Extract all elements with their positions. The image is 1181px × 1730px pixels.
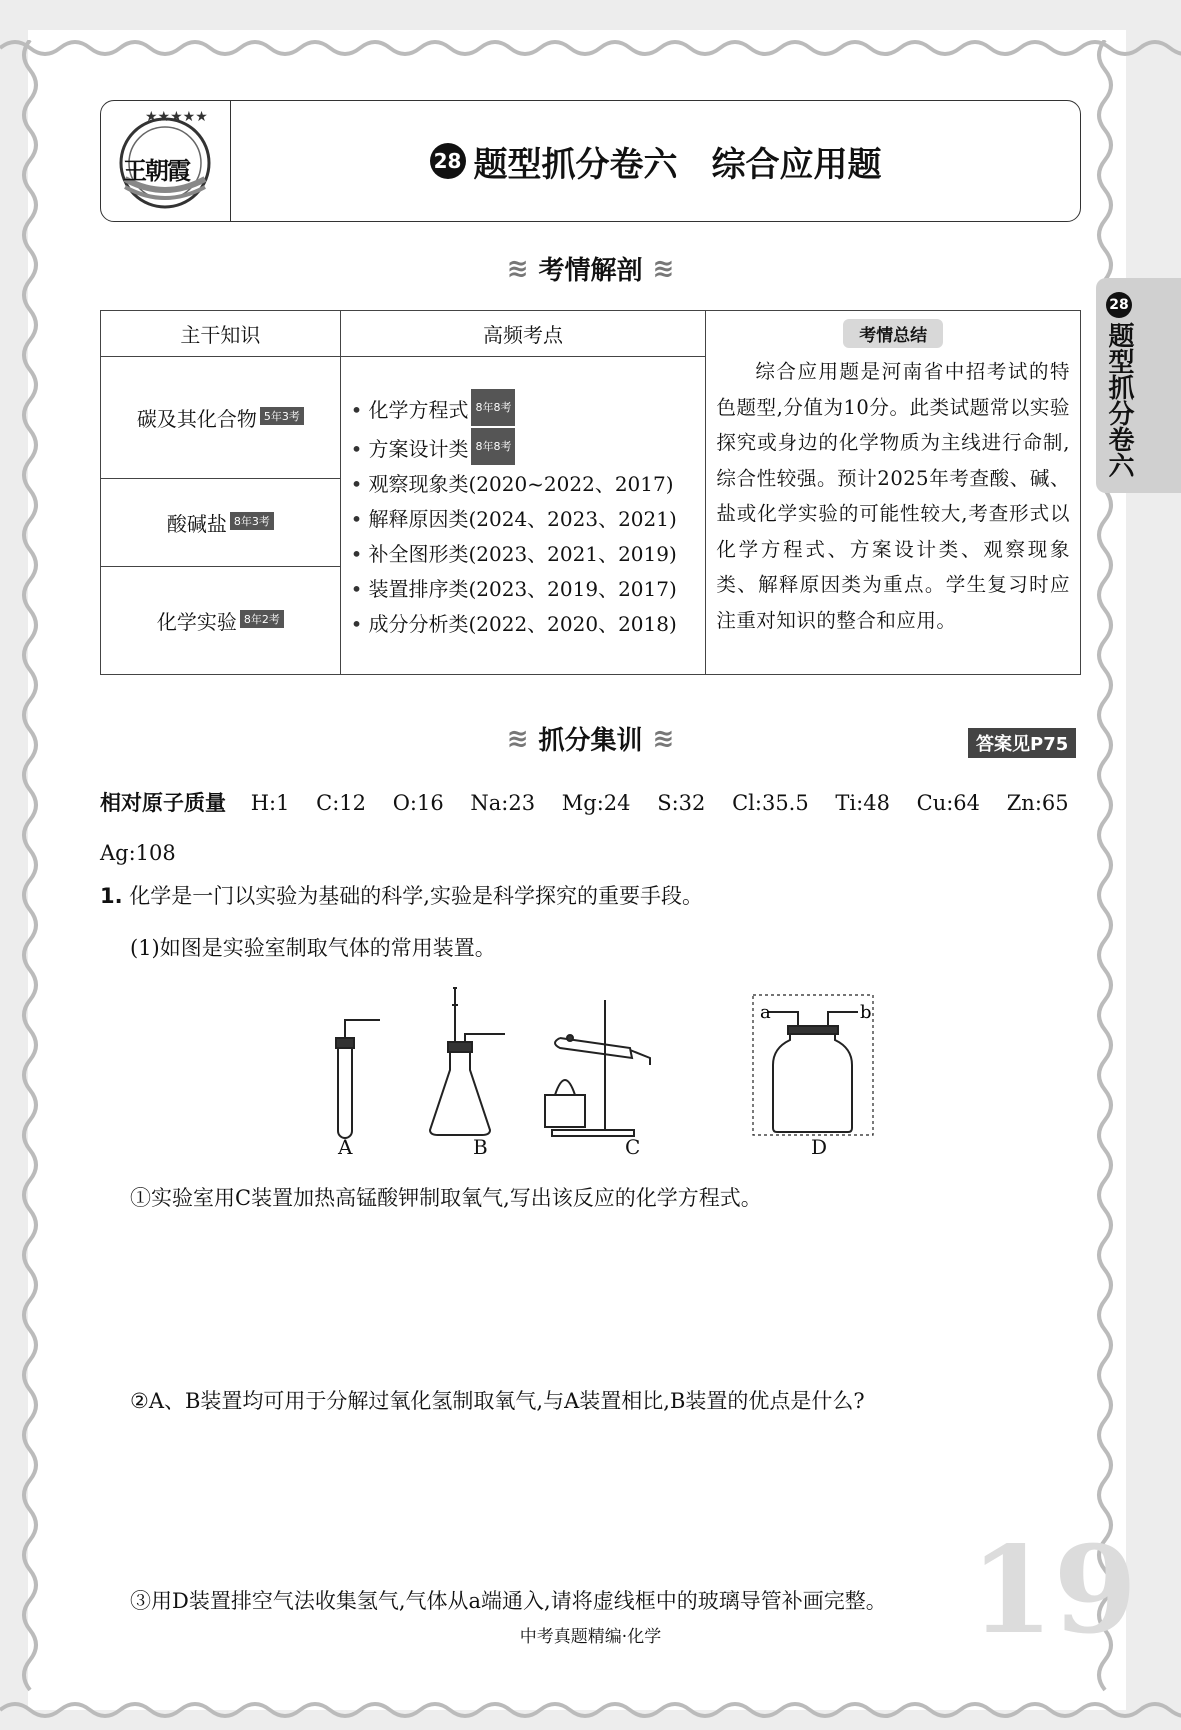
wave-decor-icon: ≋: [652, 253, 675, 284]
knowledge-cell: [101, 479, 341, 567]
frequency-tag: 8年8考: [471, 389, 515, 426]
answer-reference-badge: 答案见P75: [968, 728, 1076, 758]
summary-text: 综合应用题是河南省中招考试的特色题型,分值为10分。此类试题常以实验探究或身边的化学物质为主线进行命制,综合性较强。预计2025年考查酸、碱、盐或化学实验的可能性较大,考查形式以化学方程式、方案设计类、观察现象类、解释原因类为重点。学生复习时应注重对知识的整合和应用。: [716, 360, 1070, 632]
frequency-tag: 8年2考: [240, 610, 284, 628]
knowledge-name: 碳及其化合物: [136, 407, 257, 431]
point-text: 解释原因类(2024、2023、2021): [368, 507, 677, 531]
wave-decor-icon: ≋: [506, 253, 529, 284]
mass-item: S:32: [657, 791, 706, 815]
summary-title: 考情总结: [843, 319, 943, 348]
side-tab-number: 28: [1106, 292, 1132, 318]
frequency-tag: 8年8考: [471, 428, 515, 465]
svg-text:★★★★★: ★★★★★: [145, 109, 208, 125]
column-header: 主干知识: [101, 311, 341, 357]
question-number: 1.: [100, 884, 123, 908]
apparatus-b-flask: [430, 988, 505, 1135]
points-cell: [340, 357, 706, 675]
sub-question-1: ①实验室用C装置加热高锰酸钾制取氧气,写出该反应的化学方程式。: [130, 1186, 762, 1210]
mass-item: Na:23: [470, 791, 536, 815]
point-text: 观察现象类(2020~2022、2017): [368, 472, 674, 496]
knowledge-name: 化学实验: [156, 610, 237, 634]
list-item: [351, 572, 696, 607]
question-stem: [100, 880, 703, 910]
title-number-badge: 28: [430, 143, 466, 179]
point-text: 化学方程式: [368, 398, 469, 422]
knowledge-cell: [101, 357, 341, 479]
mass-item: O:16: [392, 791, 444, 815]
mass-item: H:1: [250, 791, 290, 815]
apparatus-label: B: [473, 1135, 488, 1159]
mass-item: Mg:24: [561, 791, 631, 815]
point-text: 成分分析类(2022、2020、2018): [368, 612, 677, 636]
mass-item: C:12: [316, 791, 366, 815]
atomic-masses: [100, 778, 1085, 878]
wavy-border-left: [10, 40, 50, 1700]
section-title: 考情解剖: [538, 256, 643, 286]
analysis-table: [100, 310, 1081, 675]
apparatus-label: D: [811, 1135, 828, 1159]
point-text: 补全图形类(2023、2021、2019): [368, 542, 677, 566]
column-header: 高频考点: [340, 311, 706, 357]
apparatus-label: A: [338, 1135, 353, 1159]
list-item: [351, 467, 696, 502]
points-list: [341, 389, 706, 642]
point-text: 方案设计类: [368, 437, 469, 461]
apparatus-label: C: [625, 1135, 641, 1159]
mass-item: Zn:65: [1006, 791, 1069, 815]
point-text: 装置排序类(2023、2019、2017): [368, 577, 677, 601]
page-footer: 中考真题精编·化学: [519, 1627, 662, 1647]
section-title: 抓分集训: [538, 726, 643, 756]
masses-label: 相对原子质量: [100, 791, 226, 815]
wavy-border-top: [0, 28, 1181, 68]
side-tab-text: 题型抓分卷六: [1104, 322, 1134, 478]
mass-item: Ti:48: [835, 791, 890, 815]
mass-item: Ag:108: [100, 841, 176, 865]
knowledge-cell: [101, 567, 341, 675]
lab-apparatus-figure: [320, 980, 880, 1160]
logo-text: 王朝霞: [123, 156, 189, 185]
wave-decor-icon: ≋: [652, 723, 675, 754]
frequency-tag: 8年3考: [230, 512, 274, 530]
mass-item: Cu:64: [916, 791, 981, 815]
frequency-tag: 5年3考: [260, 407, 304, 425]
page-number-watermark: 19: [970, 1520, 1137, 1661]
mass-item: Cl:35.5: [732, 791, 809, 815]
title-text: 题型抓分卷六 综合应用题: [473, 144, 882, 185]
summary-cell: [706, 311, 1081, 675]
question-part: (1)如图是实验室制取气体的常用装置。: [130, 936, 496, 960]
section-heading-analysis: [0, 250, 1181, 287]
apparatus-a-test-tube: [336, 1020, 380, 1138]
list-item: [351, 502, 696, 537]
wavy-border-bottom: [0, 1690, 1181, 1730]
wave-decor-icon: ≋: [506, 723, 529, 754]
port-label-b: b: [860, 1002, 872, 1023]
list-item: [351, 607, 696, 642]
apparatus-c-heating-setup: [545, 1000, 650, 1136]
question-text: 化学是一门以实验为基础的科学,实验是科学探究的重要手段。: [129, 884, 703, 908]
publisher-logo: [101, 101, 231, 221]
page-title: [231, 101, 1080, 221]
sub-question-3: ③用D装置排空气法收集氢气,气体从a端通入,请将虚线框中的玻璃导管补画完整。: [130, 1589, 887, 1613]
list-item: [351, 428, 696, 467]
apparatus-d-gas-bottle: [753, 995, 873, 1135]
header-box: [100, 100, 1081, 222]
sub-question-2: ②A、B装置均可用于分解过氧化氢制取氧气,与A装置相比,B装置的优点是什么?: [130, 1389, 865, 1413]
list-item: [351, 537, 696, 572]
knowledge-name: 酸碱盐: [166, 512, 227, 536]
list-item: [351, 389, 696, 428]
port-label-a: a: [760, 1002, 771, 1023]
